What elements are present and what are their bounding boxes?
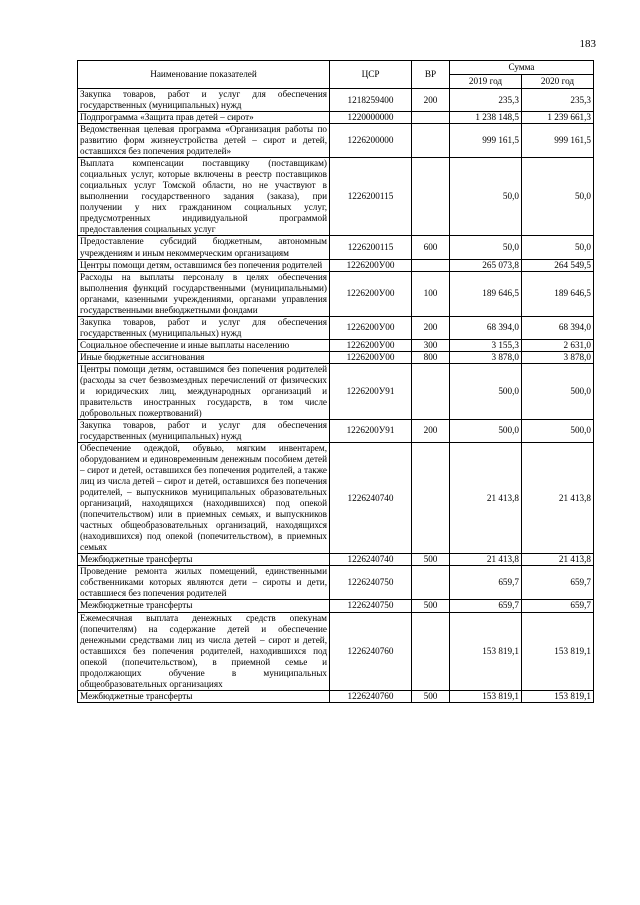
table-row [78, 339, 594, 351]
row-name-cell: Выплата компенсации поставщику (поставщикам) социальных услуг, которые включены в реестр поставщиков социальных услуг Томской области, но не участвуют в выполнении государственного задания (заказа), при получении у них гражданином социальных услуг, предусмотренных индивидуальной программой предоставления социальных услуг [78, 158, 330, 236]
row-name-cell: Предоставление субсидий бюджетным, автономным учреждениям и иным некоммерческим организациям [78, 236, 330, 259]
row-csr-cell: 1226240750 [330, 600, 412, 612]
row-2020-cell: 500,0 [522, 363, 594, 419]
budget-table [77, 60, 594, 703]
row-2020-cell: 50,0 [522, 158, 594, 236]
row-vr-cell: 600 [412, 236, 450, 259]
header-2020: 2020 год [522, 75, 594, 89]
row-vr-cell [412, 566, 450, 600]
table-row [78, 158, 594, 236]
row-csr-cell: 1226240760 [330, 612, 412, 690]
table-row [78, 443, 594, 554]
table-row [78, 351, 594, 363]
row-2019-cell: 659,7 [450, 600, 522, 612]
row-vr-cell [412, 124, 450, 158]
row-2019-cell: 3 155,3 [450, 339, 522, 351]
row-csr-cell: 1220000000 [330, 112, 412, 124]
row-2020-cell: 999 161,5 [522, 124, 594, 158]
row-csr-cell: 1226200У91 [330, 363, 412, 419]
row-vr-cell [412, 259, 450, 271]
header-vr: ВР [412, 61, 450, 89]
row-2019-cell: 153 819,1 [450, 690, 522, 702]
row-vr-cell: 500 [412, 554, 450, 566]
table-row [78, 419, 594, 442]
table-row [78, 89, 594, 112]
table-row [78, 363, 594, 419]
row-name-cell: Проведение ремонта жилых помещений, единственными собственниками которых являются дети – сироты и дети, оставшиеся без попечения родителей [78, 566, 330, 600]
row-2019-cell: 999 161,5 [450, 124, 522, 158]
row-vr-cell [412, 158, 450, 236]
row-2019-cell: 50,0 [450, 158, 522, 236]
row-name-cell: Иные бюджетные ассигнования [78, 351, 330, 363]
table-row [78, 259, 594, 271]
row-name-cell: Межбюджетные трансферты [78, 690, 330, 702]
row-csr-cell: 1226200У00 [330, 271, 412, 316]
header-csr: ЦСР [330, 61, 412, 89]
row-2020-cell: 21 413,8 [522, 443, 594, 554]
row-2019-cell: 500,0 [450, 419, 522, 442]
row-2019-cell: 500,0 [450, 363, 522, 419]
row-2020-cell: 235,3 [522, 89, 594, 112]
row-name-cell: Центры помощи детям, оставшимся без попечения родителей [78, 259, 330, 271]
row-csr-cell: 1226200У91 [330, 419, 412, 442]
row-name-cell: Центры помощи детям, оставшимся без попечения родителей (расходы за счет безвозмездных перечислений от физических и юридических лиц, международных организаций и правительств иностранных государств, в том числе добровольных пожертвований) [78, 363, 330, 419]
table-row [78, 316, 594, 339]
row-name-cell: Закупка товаров, работ и услуг для обеспечения государственных (муниципальных) нужд [78, 89, 330, 112]
table-row [78, 236, 594, 259]
table-row [78, 600, 594, 612]
row-2019-cell: 3 878,0 [450, 351, 522, 363]
page-number: 183 [579, 38, 596, 50]
row-2019-cell: 189 646,5 [450, 271, 522, 316]
table-row [78, 566, 594, 600]
row-vr-cell: 200 [412, 316, 450, 339]
row-2020-cell: 2 631,0 [522, 339, 594, 351]
row-csr-cell: 1226240740 [330, 554, 412, 566]
row-2020-cell: 659,7 [522, 566, 594, 600]
row-name-cell: Межбюджетные трансферты [78, 554, 330, 566]
row-name-cell: Ведомственная целевая программа «Организация работы по развитию форм жизнеустройства детей – сирот и детей, оставшихся без попечения родителей» [78, 124, 330, 158]
row-csr-cell: 1226200У00 [330, 339, 412, 351]
row-vr-cell: 500 [412, 600, 450, 612]
row-name-cell: Подпрограмма «Защита прав детей – сирот» [78, 112, 330, 124]
row-2019-cell: 265 073,8 [450, 259, 522, 271]
header-name: Наименование показателей [78, 61, 330, 89]
row-2019-cell: 153 819,1 [450, 612, 522, 690]
row-vr-cell: 100 [412, 271, 450, 316]
table-row [78, 554, 594, 566]
row-2019-cell: 1 238 148,5 [450, 112, 522, 124]
row-name-cell: Обеспечение одеждой, обувью, мягким инвентарем, оборудованием и единовременным денежным пособием детей – сирот и детей, оставшихся без попечения родителей, а также лиц из числа детей – сирот и детей, оставшихся без попечения родителей, – выпускников муниципальных образовательных организаций, находящихся (находившихся) под опекой (попечительством) или в приемных семьях, и выпускников частных общеобразовательных организаций, находящихся (находившихся) под опекой (попечительством), в приемных семьях [78, 443, 330, 554]
row-name-cell: Ежемесячная выплата денежных средств опекунам (попечителям) на содержание детей и обеспечение денежными средствами лиц из числа детей – сирот и детей, оставшихся без попечения родителей, находившихся под опекой (попечительством), в приемной семье и продолжающих обучение в муниципальных общеобразовательных организациях [78, 612, 330, 690]
row-vr-cell: 200 [412, 89, 450, 112]
table-row [78, 271, 594, 316]
row-name-cell: Закупка товаров, работ и услуг для обеспечения государственных (муниципальных) нужд [78, 419, 330, 442]
row-name-cell: Социальное обеспечение и иные выплаты населению [78, 339, 330, 351]
row-vr-cell [412, 112, 450, 124]
header-sum: Сумма [450, 61, 594, 75]
row-vr-cell [412, 612, 450, 690]
row-csr-cell: 1226240760 [330, 690, 412, 702]
row-2020-cell: 21 413,8 [522, 554, 594, 566]
row-vr-cell: 800 [412, 351, 450, 363]
row-2020-cell: 153 819,1 [522, 612, 594, 690]
table-row [78, 112, 594, 124]
row-2019-cell: 21 413,8 [450, 554, 522, 566]
row-csr-cell: 1226200У00 [330, 259, 412, 271]
row-csr-cell: 1226200115 [330, 158, 412, 236]
table-row [78, 612, 594, 690]
row-name-cell: Расходы на выплаты персоналу в целях обеспечения выполнения функций государственными (муниципальными) органами, казенными учреждениями, органами управления государственными внебюджетными фондами [78, 271, 330, 316]
row-2020-cell: 264 549,5 [522, 259, 594, 271]
row-vr-cell: 200 [412, 419, 450, 442]
row-2020-cell: 3 878,0 [522, 351, 594, 363]
row-csr-cell: 1226240740 [330, 443, 412, 554]
row-csr-cell: 1226240750 [330, 566, 412, 600]
row-csr-cell: 1218259400 [330, 89, 412, 112]
table-header [78, 61, 594, 89]
table-row [78, 124, 594, 158]
row-2020-cell: 153 819,1 [522, 690, 594, 702]
row-csr-cell: 1226200У00 [330, 351, 412, 363]
row-2020-cell: 68 394,0 [522, 316, 594, 339]
row-2019-cell: 659,7 [450, 566, 522, 600]
table-row [78, 690, 594, 702]
row-csr-cell: 1226200000 [330, 124, 412, 158]
row-2020-cell: 189 646,5 [522, 271, 594, 316]
row-2020-cell: 500,0 [522, 419, 594, 442]
row-csr-cell: 1226200У00 [330, 316, 412, 339]
header-2019: 2019 год [450, 75, 522, 89]
table-body [78, 89, 594, 703]
row-2020-cell: 1 239 661,3 [522, 112, 594, 124]
row-name-cell: Закупка товаров, работ и услуг для обеспечения государственных (муниципальных) нужд [78, 316, 330, 339]
row-2019-cell: 68 394,0 [450, 316, 522, 339]
row-vr-cell: 300 [412, 339, 450, 351]
row-2020-cell: 50,0 [522, 236, 594, 259]
row-2019-cell: 21 413,8 [450, 443, 522, 554]
row-name-cell: Межбюджетные трансферты [78, 600, 330, 612]
row-csr-cell: 1226200115 [330, 236, 412, 259]
row-vr-cell: 500 [412, 690, 450, 702]
row-2020-cell: 659,7 [522, 600, 594, 612]
row-vr-cell [412, 443, 450, 554]
row-vr-cell [412, 363, 450, 419]
row-2019-cell: 235,3 [450, 89, 522, 112]
row-2019-cell: 50,0 [450, 236, 522, 259]
